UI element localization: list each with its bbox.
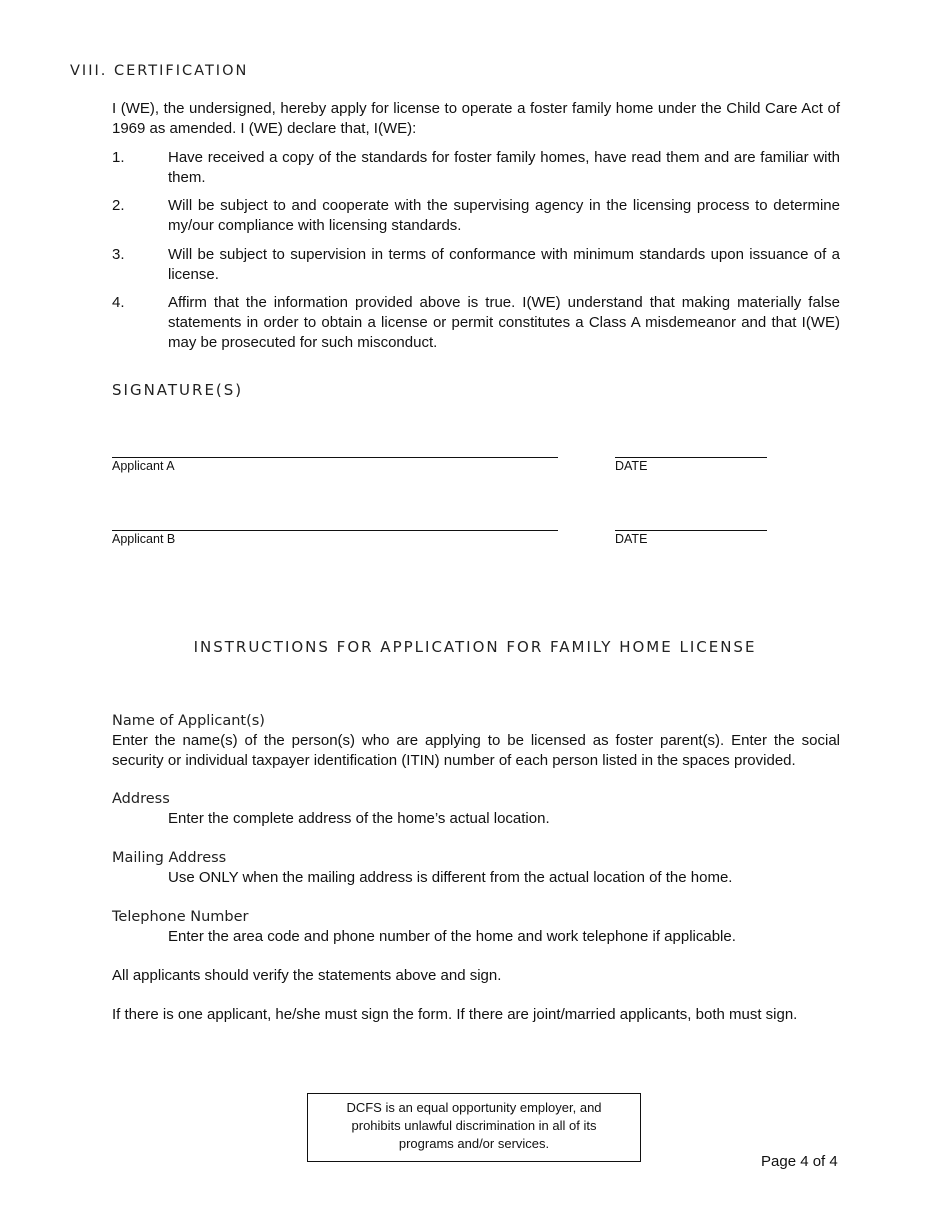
list-item-text: Have received a copy of the standards for foster family homes, have read them and are familiar with them. [168,149,840,186]
applicant-b-date-label: DATE [615,532,648,546]
section-title: VIII. CERTIFICATION [70,63,249,79]
signatures-heading: SIGNATURE(S) [112,381,244,399]
phone-instructions: Enter the area code and phone number of the home and work telephone if applicable. [168,928,736,945]
list-item-number: 4. [112,294,125,311]
page-number: Page 4 of 4 [761,1153,838,1170]
name-heading: Name of Applicant(s) [112,713,265,729]
list-item-number: 2. [112,197,125,214]
applicant-b-date-line[interactable] [615,530,767,531]
certification-intro: I (WE), the undersigned, hereby apply for license to operate a foster family home under the Child Care Act of 1969 as amended. I (WE) declare that, I(WE): [112,100,840,137]
applicant-a-date-line[interactable] [615,457,767,458]
mailing-instructions: Use ONLY when the mailing address is different from the actual location of the home. [168,869,733,886]
list-item-text: Will be subject to supervision in terms of conformance with minimum standards upon issuance of a license. [168,246,840,283]
list-item-number: 1. [112,149,125,166]
list-item-number: 3. [112,246,125,263]
sign-text: If there is one applicant, he/she must sign the form. If there are joint/married applicants, both must sign. [112,1006,798,1023]
applicant-b-label: Applicant B [112,532,176,546]
list-item-text: Will be subject to and cooperate with the supervising agency in the licensing process to determine my/our compliance with licensing standards. [168,197,840,234]
applicant-a-label: Applicant A [112,459,175,473]
applicant-a-date-label: DATE [615,459,648,473]
address-heading: Address [112,791,170,807]
equal-opportunity-notice: DCFS is an equal opportunity employer, and prohibits unlawful discrimination in all of its programs and/or services. [307,1093,641,1162]
name-instructions: Enter the name(s) of the person(s) who are applying to be licensed as foster parent(s). Enter the social security or individual taxpayer identification (ITIN) number of each person listed in the spaces provided. [112,732,840,769]
verify-text: All applicants should verify the statements above and sign. [112,967,502,984]
applicant-a-signature-line[interactable] [112,457,558,458]
phone-heading: Telephone Number [112,909,249,925]
applicant-b-signature-line[interactable] [112,530,558,531]
mailing-heading: Mailing Address [112,850,227,866]
instructions-title: INSTRUCTIONS FOR APPLICATION FOR FAMILY HOME LICENSE [193,638,757,656]
address-instructions: Enter the complete address of the home’s actual location. [168,810,550,827]
list-item-text: Affirm that the information provided above is true. I(WE) understand that making materially false statements in order to obtain a license or permit constitutes a Class A misdemeanor and that I(WE) may be prosecuted for such misconduct. [168,294,840,351]
